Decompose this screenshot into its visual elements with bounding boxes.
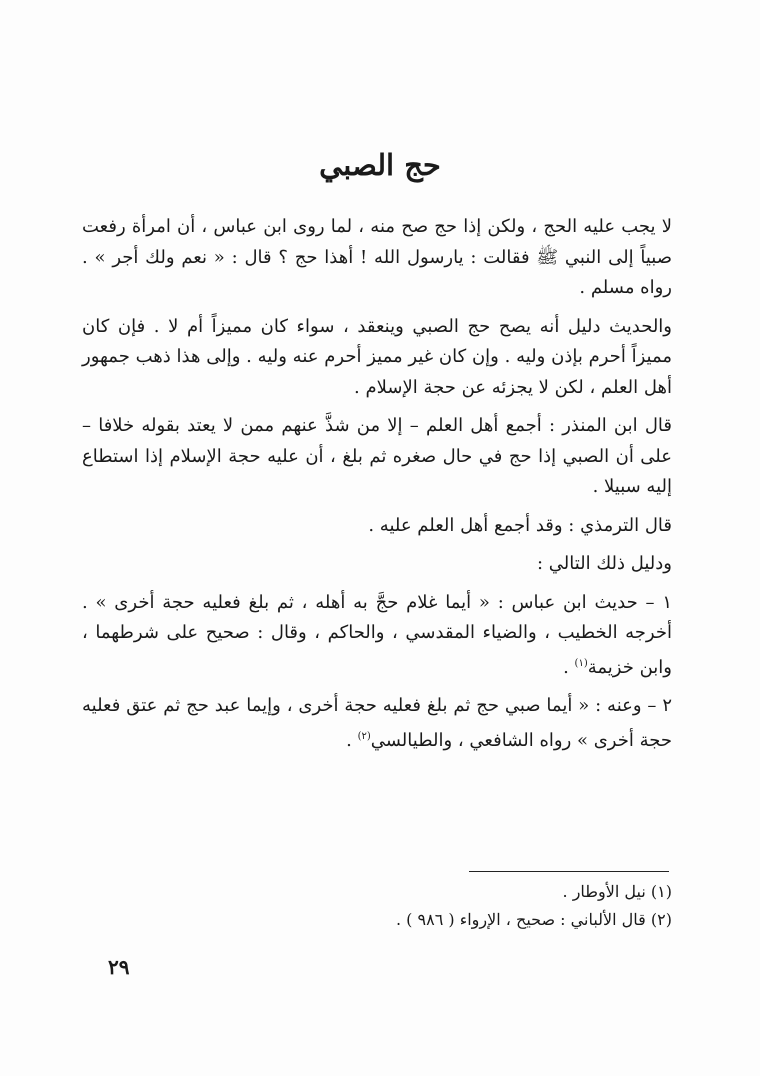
footnotes: [100, 878, 672, 934]
list-item-1: [82, 588, 672, 684]
list-number: ١: [662, 591, 672, 613]
list-item-2: [82, 691, 672, 756]
list-text: – حديث ابن عباس : « أيما غلام حجَّ به أهله ، ثم بلغ فعليه حجة أخرى » . أخرجه الخطيب ، والضياء المقدسي ، والحاكم ، وقال : صحيح على شرطهما ، وابن خزيمة: [82, 591, 672, 678]
footnote-ref-2[interactable]: (٢): [357, 730, 371, 742]
footnote-ref-1[interactable]: (١): [574, 657, 588, 669]
list-tail: .: [563, 656, 575, 678]
footnote-1: (١) نيل الأوطار .: [562, 882, 672, 901]
evidence-heading: ودليل ذلك التالي :: [536, 553, 672, 574]
list-text: – وعنه : « أيما صبي حج ثم بلغ فعليه حجة أخرى ، وإيما عبد حج ثم عتق فعليه حجة أخرى » رواه الشافعي ، والطيالسي: [82, 695, 672, 751]
paragraph-2: والحديث دليل أنه يصح حج الصبي وينعقد ، سواء كان مميزاً أم لا . فإن كان مميزاً أحرم بإذن وليه . وإن كان غير مميز أحرم عنه وليه . وإلى هذا ذهب جمهور أهل العلم ، لكن لا يجزئه عن حجة الإسلام .: [82, 315, 672, 398]
page-title: حج الصبي: [319, 148, 441, 182]
paragraph-4: قال الترمذي : وقد أجمع أهل العلم عليه .: [368, 514, 672, 536]
page-number: ٢٩: [108, 955, 130, 979]
footnote-2: (٢) قال الألباني : صحيح ، الإرواء ( ٩٨٦ ) .: [396, 910, 672, 929]
footnote-divider: [469, 871, 669, 872]
paragraph-1: لا يجب عليه الحج ، ولكن إذا حج صح منه ، لما روى ابن عباس ، أن امرأة رفعت صبياً إلى النبي ﷺ فقالت : يارسول الله ! أهذا حج ؟ قال : « نعم ولك أجر » . رواه مسلم .: [82, 216, 672, 298]
list-number: ٢: [662, 695, 672, 716]
list-tail: .: [346, 729, 358, 751]
main-text: [82, 212, 672, 764]
paragraph-3: قال ابن المنذر : أجمع أهل العلم – إلا من شذَّ عنهم ممن لا يعتد بقوله خلافا – على أن الصبي إذا حج في حال صغره ثم بلغ ، أن عليه حجة الإسلام إذا استطاع إليه سبيلا .: [82, 415, 672, 497]
